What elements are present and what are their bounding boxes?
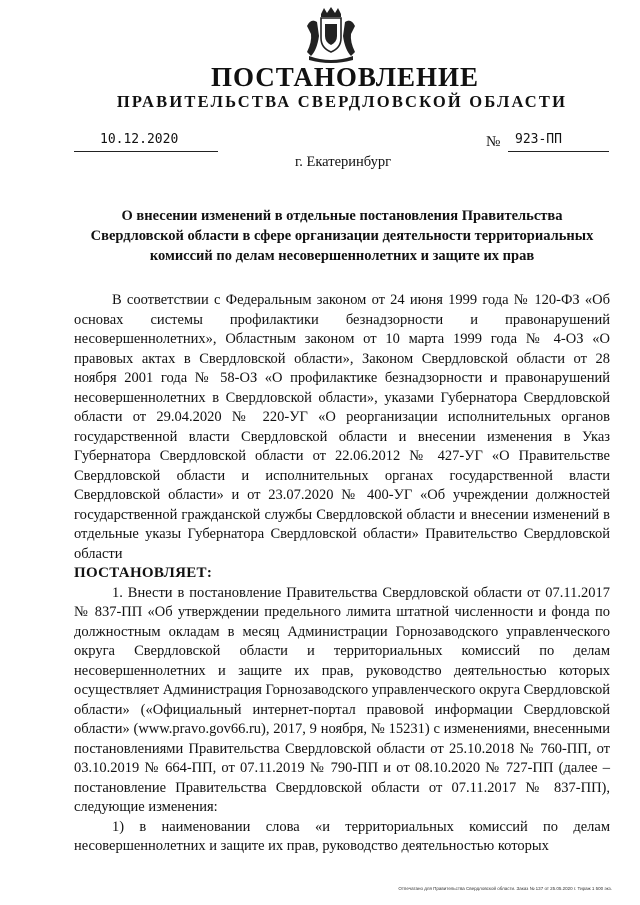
city-line: г. Екатеринбург bbox=[294, 154, 392, 170]
preamble-paragraph: В соответствии с Федеральным законом от 24 июня 1999 года № 120-ФЗ «Об основах системы профилактики безнадзорности и правонарушений несовершеннолетних», Областным законом от 10 марта 1999 года № 4-ОЗ «О правовых актах в Свердловской области», Законом Свердловской области от 28 ноября 2001 года № 58-ОЗ «О профилактике безнадзорности и правонарушений несовершеннолетних в Свердловской области», указами Губернатора Свердловской области от 29.04.2020 № 220-УГ «О реорганизации исполнительных органов государственной власти Свердловской области и внесении изменения в Указ Губернатора Свердловской области от 22.06.2012 № 427-УГ «О Правительстве Свердловской области и исполнительных органах государственной власти Свердловской области» и от 23.07.2020 № 400-УГ «Об учреждении должностей государственной гражданской службы Свердловской области и внесении изменений в отдельные указы Губернатора Свердловской области» Правительство Свердловской области bbox=[74, 292, 610, 562]
item-1-1-paragraph: 1) в наименовании слова «и территориальных комиссий по делам несовершеннолетних и защите их прав, руководство деятельностью которых bbox=[74, 818, 610, 854]
number-sign: № bbox=[486, 134, 501, 150]
print-footer: Отпечатано для Правительства Свердловской области. Заказ № 137 от 25.05.2020 г. Тираж 1 500 экз. bbox=[398, 886, 612, 891]
coat-of-arms-icon bbox=[299, 6, 363, 66]
resolves-heading: ПОСТАНОВЛЯЕТ: bbox=[74, 565, 213, 581]
issuer-heading: ПРАВИТЕЛЬСТВА СВЕРДЛОВСКОЙ ОБЛАСТИ bbox=[116, 92, 568, 111]
item-1-paragraph: 1. Внести в постановление Правительства Свердловской области от 07.11.2017 № 837-ПП «Об утверждении предельного лимита штатной численности и фонда по должностным окладам в месяц Администрации Горнозаводского управленческого округа Свердловской области и территориальных комиссий по делам несовершеннолетних и защите их прав, руководство деятельностью которых осуществляет Администрация Горнозаводского управленческого округа Свердловской области» («Официальный интернет-портал правовой информации Свердловской области» (www.pravo.gov66.ru), 2017, 9 ноября, № 15231) с изменениями, внесенными постановлениями Правительства Свердловской области от 25.10.2018 № 760-ПП, от 03.10.2019 № 664-ПП, от 07.11.2019 № 790-ПП и от 08.10.2020 № 727-ПП (далее – постановление Правительства Свердловской области от 07.11.2017 № 837-ПП), следующие изменения: bbox=[74, 584, 610, 815]
document-number: 923-ПП bbox=[515, 132, 562, 147]
document-date: 10.12.2020 bbox=[100, 132, 179, 147]
document-body bbox=[74, 291, 610, 857]
document-title: О внесении изменений в отдельные постановления Правительства Свердловской области в сфере организации деятельности территориальных комиссий по делам несовершеннолетних и защите их прав bbox=[90, 208, 594, 264]
document-type-heading: ПОСТАНОВЛЕНИЕ bbox=[210, 62, 480, 92]
